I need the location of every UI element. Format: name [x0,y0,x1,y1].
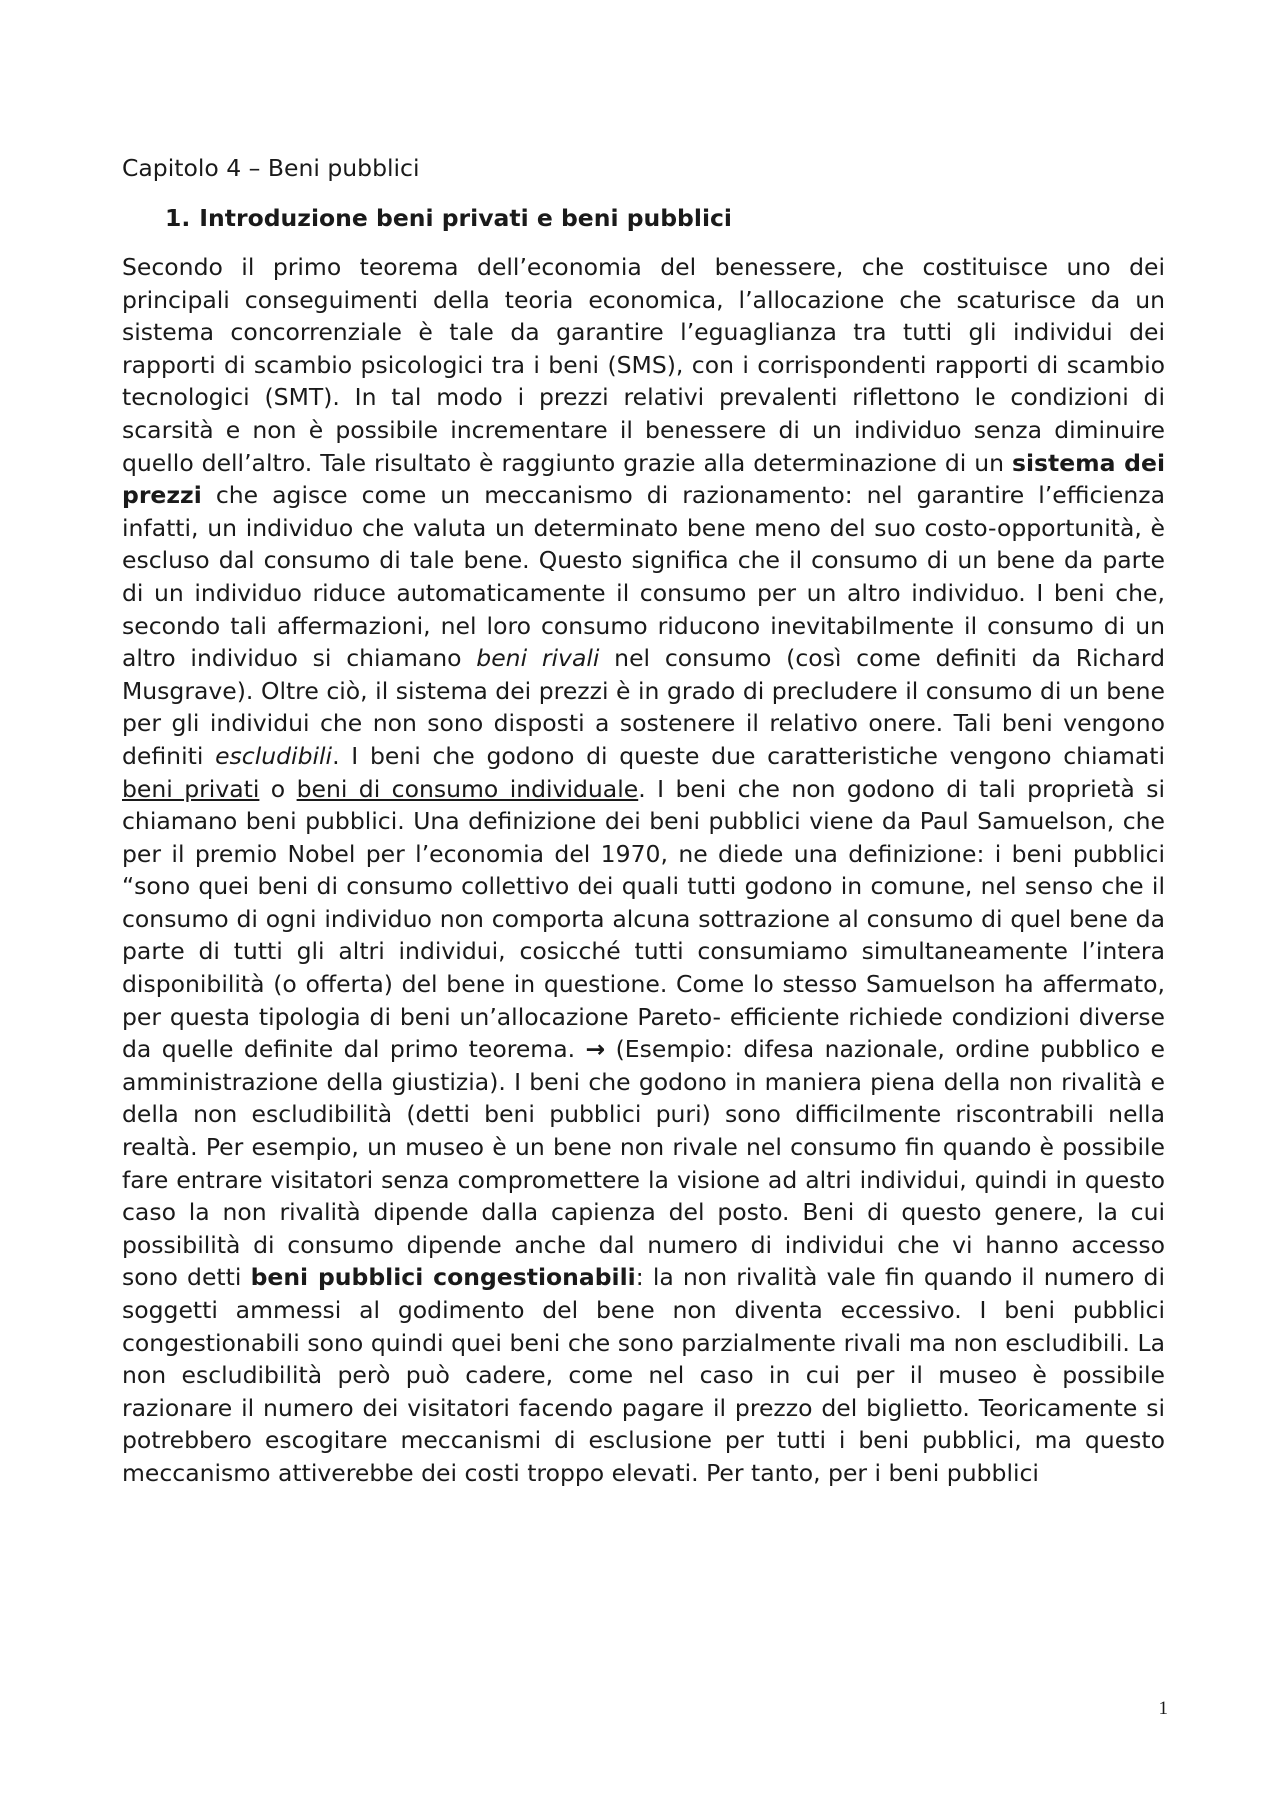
italic-term-beni-rivali: beni rivali [476,644,600,673]
section-heading [165,202,732,234]
text-run: che agisce come un meccanismo di razionamento: nel garantire l’efficienza infatti, un individuo che valuta un determinato bene meno del suo costo-opportunità, è escluso dal consumo di tale bene. Questo significa che il consumo di un bene da parte di un individuo riduce automaticamente il consumo per un altro individuo. I beni che, secondo tali affermazioni, nel loro consumo riducono inevitabilmente il consumo di un altro individuo si chiamano [122,481,1165,673]
underlined-term-beni-privati: beni privati [122,774,260,803]
section-number: 1. [165,204,191,232]
right-arrow-icon: → [585,1035,606,1064]
chapter-title: Capitolo 4 – Beni pubblici [122,154,420,182]
text-run: (Esempio: difesa nazionale, ordine pubblico e amministrazione della giustizia). I beni che godono in maniera piena della non rivalità e della non escludibilità (detti beni pubblici puri) sono difficilmente riscontrabili nella realtà. Per esempio, un museo è un bene non rivale nel consumo fin quando è possibile fare entrare visitatori senza compromettere la visione ad altri individui, quindi in questo caso la non rivalità dipende dalla capienza del posto. Beni di questo genere, la cui possibilità di consumo dipende anche dal numero di individui che vi hanno accesso sono detti [122,1035,1165,1292]
text-run: : la non rivalità vale fin quando il numero di soggetti ammessi al godimento del bene non diventa eccessivo. I beni pubblici congestionabili sono quindi quei beni che sono parzialmente rivali ma non escludibili. La non escludibilità però può cadere, come nel caso in cui per il museo è possibile razionare il numero dei visitatori facendo pagare il prezzo del biglietto. Teoricamente si potrebbero escogitare meccanismi di esclusione per tutti i beni pubblici, ma questo meccanismo attiverebbe dei costi troppo elevati. Per tanto, per i beni pubblici [122,1263,1165,1487]
bold-term-beni-pubblici-congestionabili: beni pubblici congestionabili [250,1263,636,1292]
text-run: . I beni che non godono di tali proprietà si chiamano beni pubblici. Una definizione dei beni pubblici viene da Paul Samuelson, che per il premio Nobel per l’economia del 1970, ne diede una definizione: i beni pubblici “sono quei beni di consumo collettivo dei quali tutti godono in comune, nel senso che il consumo di ogni individuo non comporta alcuna sottrazione al consumo di quel bene da parte di tutti gli altri individui, cosicché tutti consumiamo simultaneamente l’intera disponibilità (o offerta) del bene in questione. Come lo stesso Samuelson ha affermato, per questa tipologia di beni un’allocazione Pareto- efficiente richiede condizioni diverse da quelle definite dal primo teorema. [122,774,1165,1064]
underlined-term-beni-di-consumo-individuale: beni di consumo individuale [296,774,639,803]
text-run: Secondo il primo teorema dell’economia del benessere, che costituisce uno dei principali conseguimenti della teoria economica, l’allocazione che scaturisce da un sistema concorrenziale è tale da garantire l’eguaglianza tra tutti gli individui dei rapporti di scambio psicologici tra i beni (SMS), con i corrispondenti rapporti di scambio tecnologici (SMT). In tal modo i prezzi relativi prevalenti riflettono le condizioni di scarsità e non è possibile incrementare il benessere di un individuo senza diminuire quello dell’altro. Tale risultato è raggiunto grazie alla determinazione di un [122,253,1165,477]
bold-term-sistema-dei-prezzi: sistema dei prezzi [122,448,1165,510]
italic-term-escludibili: escludibili [215,741,333,770]
section-title: Introduzione beni privati e beni pubblici [199,204,732,232]
text-run: nel consumo (così come definiti da Richard Musgrave). Oltre ciò, il sistema dei prezzi è in grado di precludere il consumo di un bene per gli individui che non sono disposti a sostenere il relativo onere. Tali beni vengono definiti [122,644,1166,770]
text-run: o [259,774,297,803]
page-number: 1 [1158,1698,1168,1719]
text-run: . I beni che godono di queste due caratteristiche vengono chiamati [332,741,1165,770]
body-paragraph [122,251,1165,1490]
